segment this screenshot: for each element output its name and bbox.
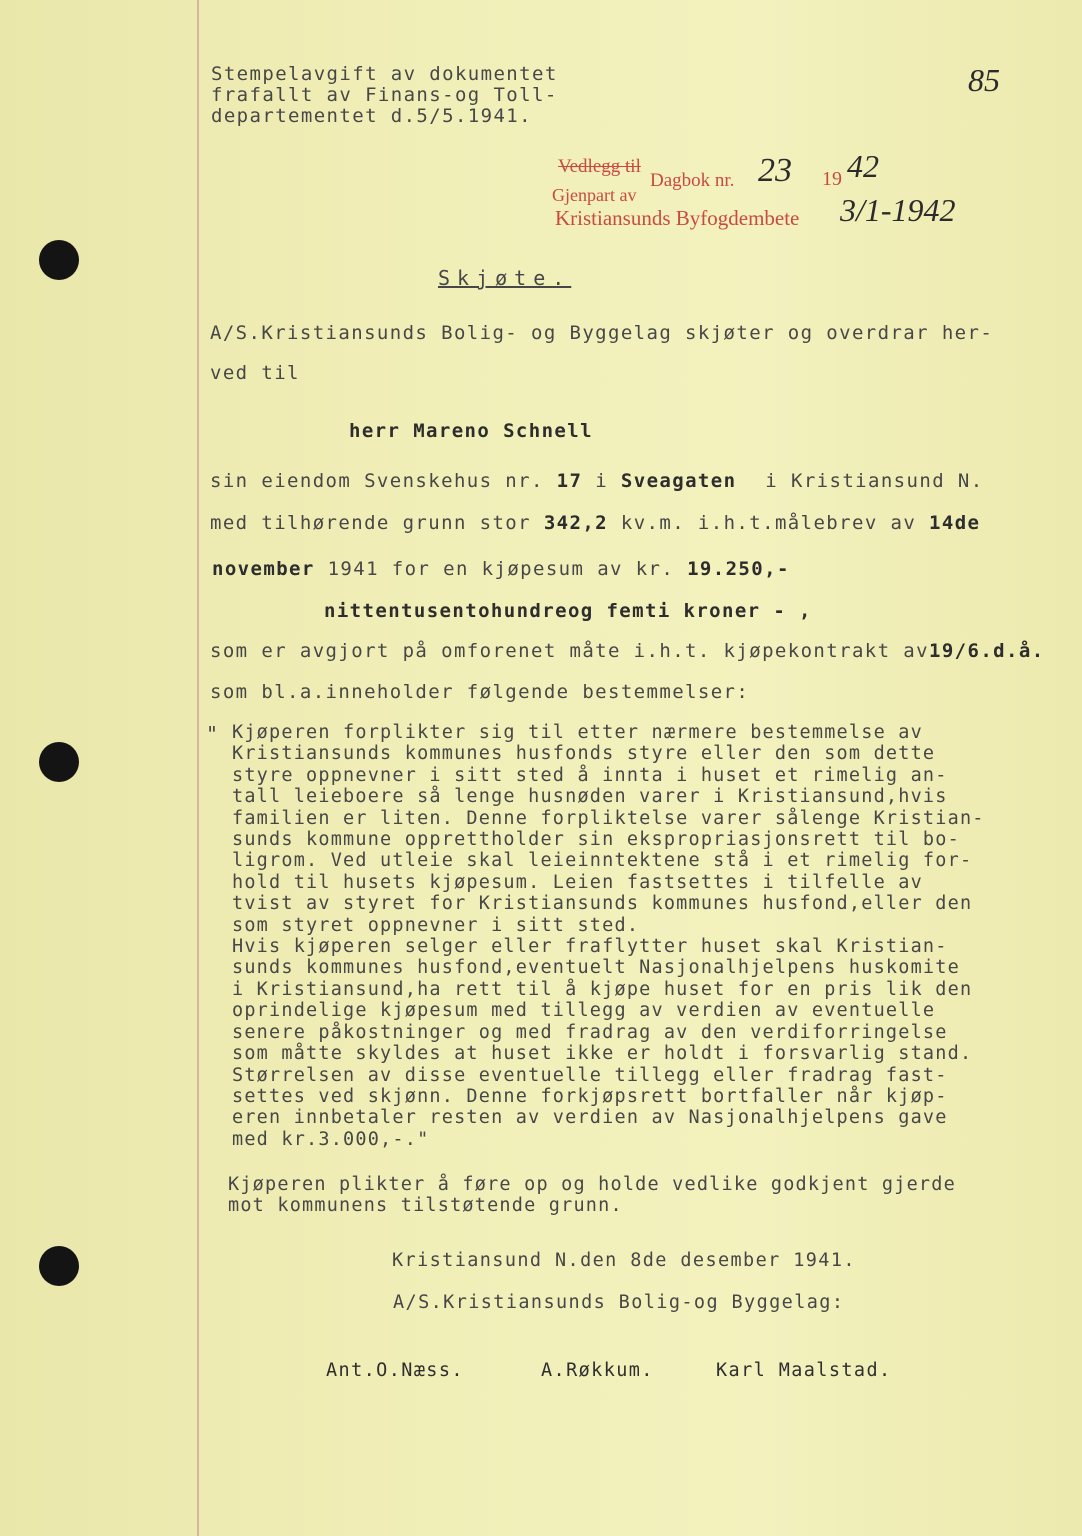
- quote-mark: ": [206, 722, 219, 746]
- quoted-provisions: [232, 722, 1022, 1150]
- contract-line: [210, 640, 1045, 662]
- place-and-date: Kristiansund N.den 8de desember 1941.: [392, 1250, 856, 1271]
- quote-line: settes ved skjønn. Denne forkjøpsrett bortfaller når kjøp-: [232, 1085, 948, 1107]
- stamp-office: Kristiansunds Byfogdembete: [555, 206, 800, 230]
- text-fragment: med tilhørende grunn stor: [210, 512, 531, 534]
- quote-line: med kr.3.000,-.": [232, 1128, 430, 1150]
- survey-year: 1941: [327, 558, 379, 580]
- quote-line: sunds kommune opprettholder sin ekspropriasjonsrett til bo-: [232, 829, 960, 851]
- punch-hole: [39, 742, 79, 782]
- quote-line: Hvis kjøperen selger eller fraflytter huset skal Kristian-: [232, 936, 948, 958]
- text-fragment: kv.m. i.h.t.målebrev av: [620, 512, 917, 534]
- provisions-line: som bl.a.inneholder følgende bestemmelser:: [210, 681, 750, 703]
- quote-line: hold til husets kjøpesum. Leien fastsettes i tilfelle av: [232, 871, 923, 893]
- area-line: [210, 512, 980, 534]
- intro-line: A/S.Kristiansunds Bolig- og Byggelag skjøter og overdrar her-: [210, 322, 994, 344]
- fence-line: Kjøperen plikter å føre op og holde vedlike godkjent gjerde: [228, 1174, 956, 1195]
- text-fragment: i: [595, 470, 609, 492]
- fence-clause: [228, 1174, 956, 1216]
- text-fragment: som er avgjort på omforenet måte i.h.t. kjøpekontrakt av: [210, 640, 929, 662]
- stamp-gjenpart-label: Gjenpart av: [552, 185, 637, 205]
- contract-date: 19/6.d.å.: [928, 640, 1045, 662]
- quote-line: styre oppnevner i sitt sted å innta i huset et rimelig an-: [232, 764, 948, 786]
- quote-line: Kristiansunds kommunes husfonds styre eller den som dette: [232, 743, 936, 765]
- note-line: frafallt av Finans-og Toll-: [211, 84, 558, 106]
- note-line: Stempelavgift av dokumentet: [211, 63, 558, 85]
- price-line: [212, 558, 790, 580]
- quote-line: tall leieboere så lenge husnøden varer i Kristiansund,hvis: [232, 786, 948, 808]
- text-fragment: i Kristiansund N.: [765, 470, 984, 492]
- stamp-duty-note: [211, 64, 558, 127]
- intro-line: ved til: [210, 362, 300, 384]
- quote-line: Kjøperen forplikter sig til etter nærmere bestemmelse av: [232, 722, 923, 743]
- quote-line: oprindelige kjøpesum med tillegg av verdien av eventuelle: [232, 1000, 936, 1022]
- house-number: 17: [556, 470, 583, 492]
- survey-day: 14de: [929, 512, 981, 534]
- page-number: 85: [968, 62, 1000, 98]
- quote-line: eren innbetaler resten av verdien av Nasjonalhjelpens gave: [232, 1107, 948, 1129]
- price-in-words: nittentusentohundreog femti kroner - ,: [324, 600, 812, 622]
- stamp-dagbok-label: Dagbok nr.: [650, 170, 735, 191]
- quote-line: som måtte skyldes at huset ikke er holdt i forsvarlig stand.: [232, 1043, 973, 1065]
- fence-line: mot kommunens tilstøtende grunn.: [228, 1195, 623, 1216]
- dagbok-number: 23: [758, 152, 792, 189]
- property-line: [210, 470, 984, 492]
- quote-line: senere påkostninger og med fradrag av den verdiforringelse: [232, 1021, 948, 1043]
- quote-line: Størrelsen av disse eventuelle tillegg eller fradrag fast-: [232, 1064, 948, 1086]
- quote-line: sunds kommunes husfond,eventuelt Nasjonalhjelpens huskomite: [232, 957, 960, 979]
- text-fragment: for en kjøpesum av kr.: [391, 558, 675, 580]
- signatory: A.Røkkum.: [541, 1360, 654, 1381]
- company-signature: A/S.Kristiansunds Bolig-og Byggelag:: [393, 1292, 845, 1313]
- document-title: Skjøte.: [438, 266, 572, 290]
- grantee-name: herr Mareno Schnell: [349, 420, 593, 442]
- survey-month: november: [212, 558, 315, 580]
- quote-line: som styret oppnevner i sitt sted.: [232, 914, 640, 936]
- quote-line: ligrom. Ved utleie skal leieinntektene stå i et rimelig for-: [232, 850, 973, 872]
- plot-area: 342,2: [543, 512, 609, 534]
- quote-line: familien er liten. Denne forpliktelse varer sålenge Kristian-: [232, 807, 985, 829]
- street-name: Sveagaten: [620, 470, 737, 492]
- stamp-year-suffix: 42: [847, 148, 879, 184]
- text-fragment: sin eiendom Svenskehus nr.: [210, 470, 544, 492]
- purchase-price: 19.250,-: [687, 558, 790, 580]
- signatory: Karl Maalstad.: [716, 1360, 892, 1381]
- quote-line: tvist av styret for Kristiansunds kommunes husfond,eller den: [232, 893, 973, 915]
- quote-line: i Kristiansund,ha rett til å kjøpe huset for en pris lik den: [232, 978, 973, 1000]
- punch-hole: [39, 240, 79, 280]
- stamp-struck-text: Vedlegg til: [558, 156, 641, 177]
- stamp-year-prefix: 19: [822, 168, 842, 190]
- stamp-date: 3/1-1942: [840, 192, 956, 228]
- punch-hole: [39, 1246, 79, 1286]
- margin-line: [197, 0, 199, 1536]
- note-line: departementet d.5/5.1941.: [211, 105, 532, 127]
- signatory: Ant.O.Næss.: [326, 1360, 464, 1381]
